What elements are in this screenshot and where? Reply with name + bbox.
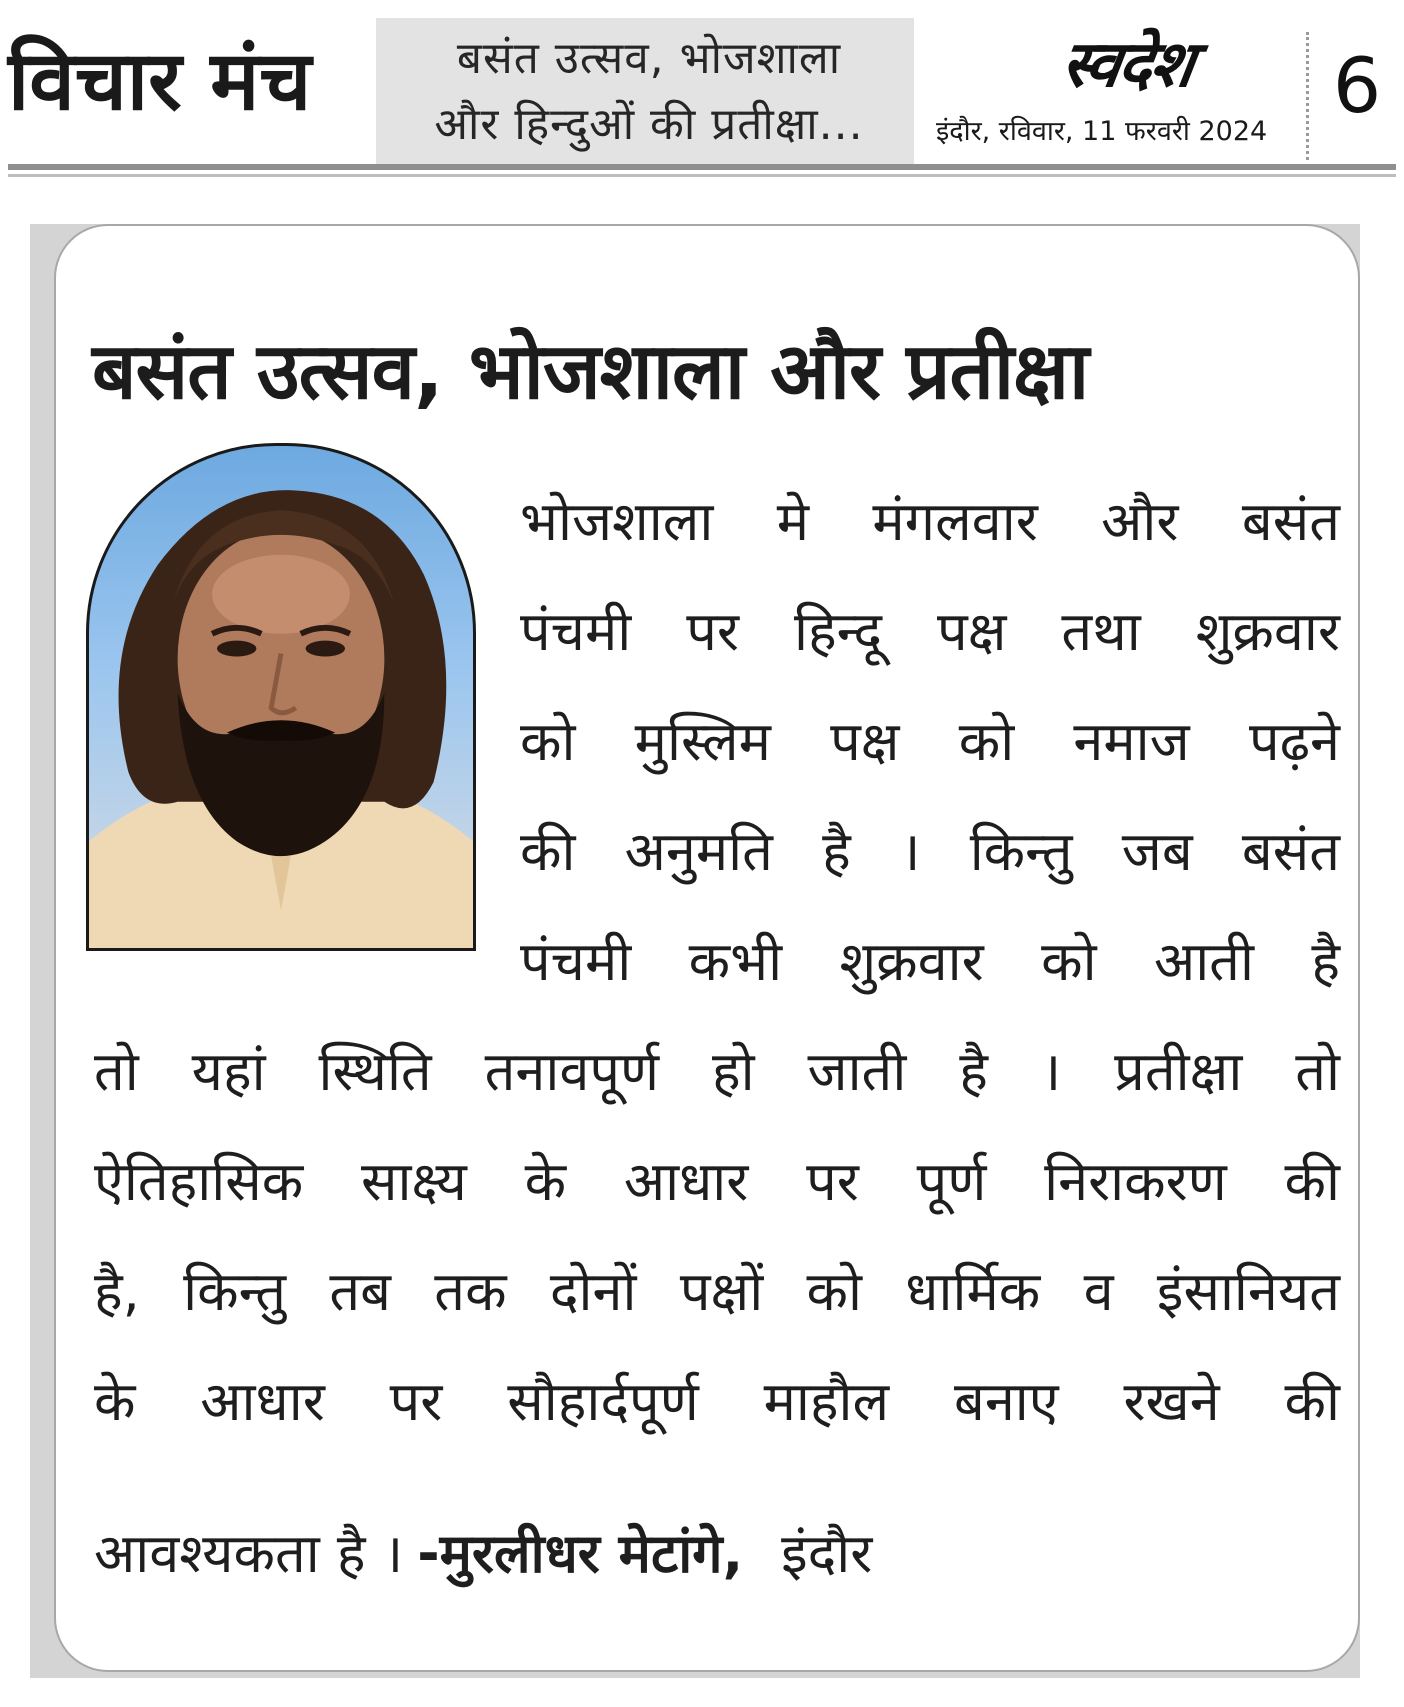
- teaser-line: और हिन्दुओं की प्रतीक्षा...: [434, 99, 864, 150]
- header-rule-thin: [8, 174, 1396, 177]
- masthead-divider: [1306, 32, 1309, 160]
- article-text-line: ऐतिहासिक साक्ष्य के आधार पर पूर्ण निराकरण की: [94, 1150, 1340, 1213]
- article-text-line: को मुस्लिम पक्ष को नमाज पढ़ने: [520, 710, 1340, 773]
- article-text-line: के आधार पर सौहार्दपूर्ण माहौल बनाए रखने की: [94, 1370, 1340, 1433]
- author-photo: [86, 443, 476, 951]
- author-city: इंदौर: [781, 1522, 873, 1585]
- article-text-line: तो यहां स्थिति तनावपूर्ण हो जाती है । प्रतीक्षा तो: [94, 1040, 1340, 1103]
- article-last-line: [94, 1500, 1340, 1608]
- article-text-line: की अनुमति है । किन्तु जब बसंत: [520, 820, 1340, 883]
- article-headline: बसंत उत्सव, भोजशाला और प्रतीक्षा: [92, 327, 1089, 417]
- masthead: [0, 0, 1404, 180]
- page-number: 6: [1332, 41, 1382, 130]
- author-name: -मुरलीधर मेटांगे,: [417, 1522, 744, 1585]
- article-text-line: है, किन्तु तब तक दोनों पक्षों को धार्मिक व इंसानियत: [94, 1260, 1340, 1323]
- author-portrait-icon: [89, 446, 473, 948]
- article-text-end: आवश्यकता है ।: [94, 1522, 404, 1585]
- article-text-line: पंचमी पर हिन्दू पक्ष तथा शुक्रवार: [520, 600, 1340, 663]
- newspaper-logo: स्वदेश: [1056, 28, 1198, 102]
- article-text-line: भोजशाला मे मंगलवार और बसंत: [520, 490, 1340, 553]
- dateline: इंदौर, रविवार, 11 फरवरी 2024: [936, 116, 1268, 147]
- article-text-line: पंचमी कभी शुक्रवार को आती है: [520, 930, 1340, 993]
- header-rule: [8, 164, 1396, 170]
- teaser-box: [376, 18, 914, 164]
- section-title: विचार मंच: [8, 34, 312, 129]
- teaser-line: बसंत उत्सव, भोजशाला: [456, 33, 842, 84]
